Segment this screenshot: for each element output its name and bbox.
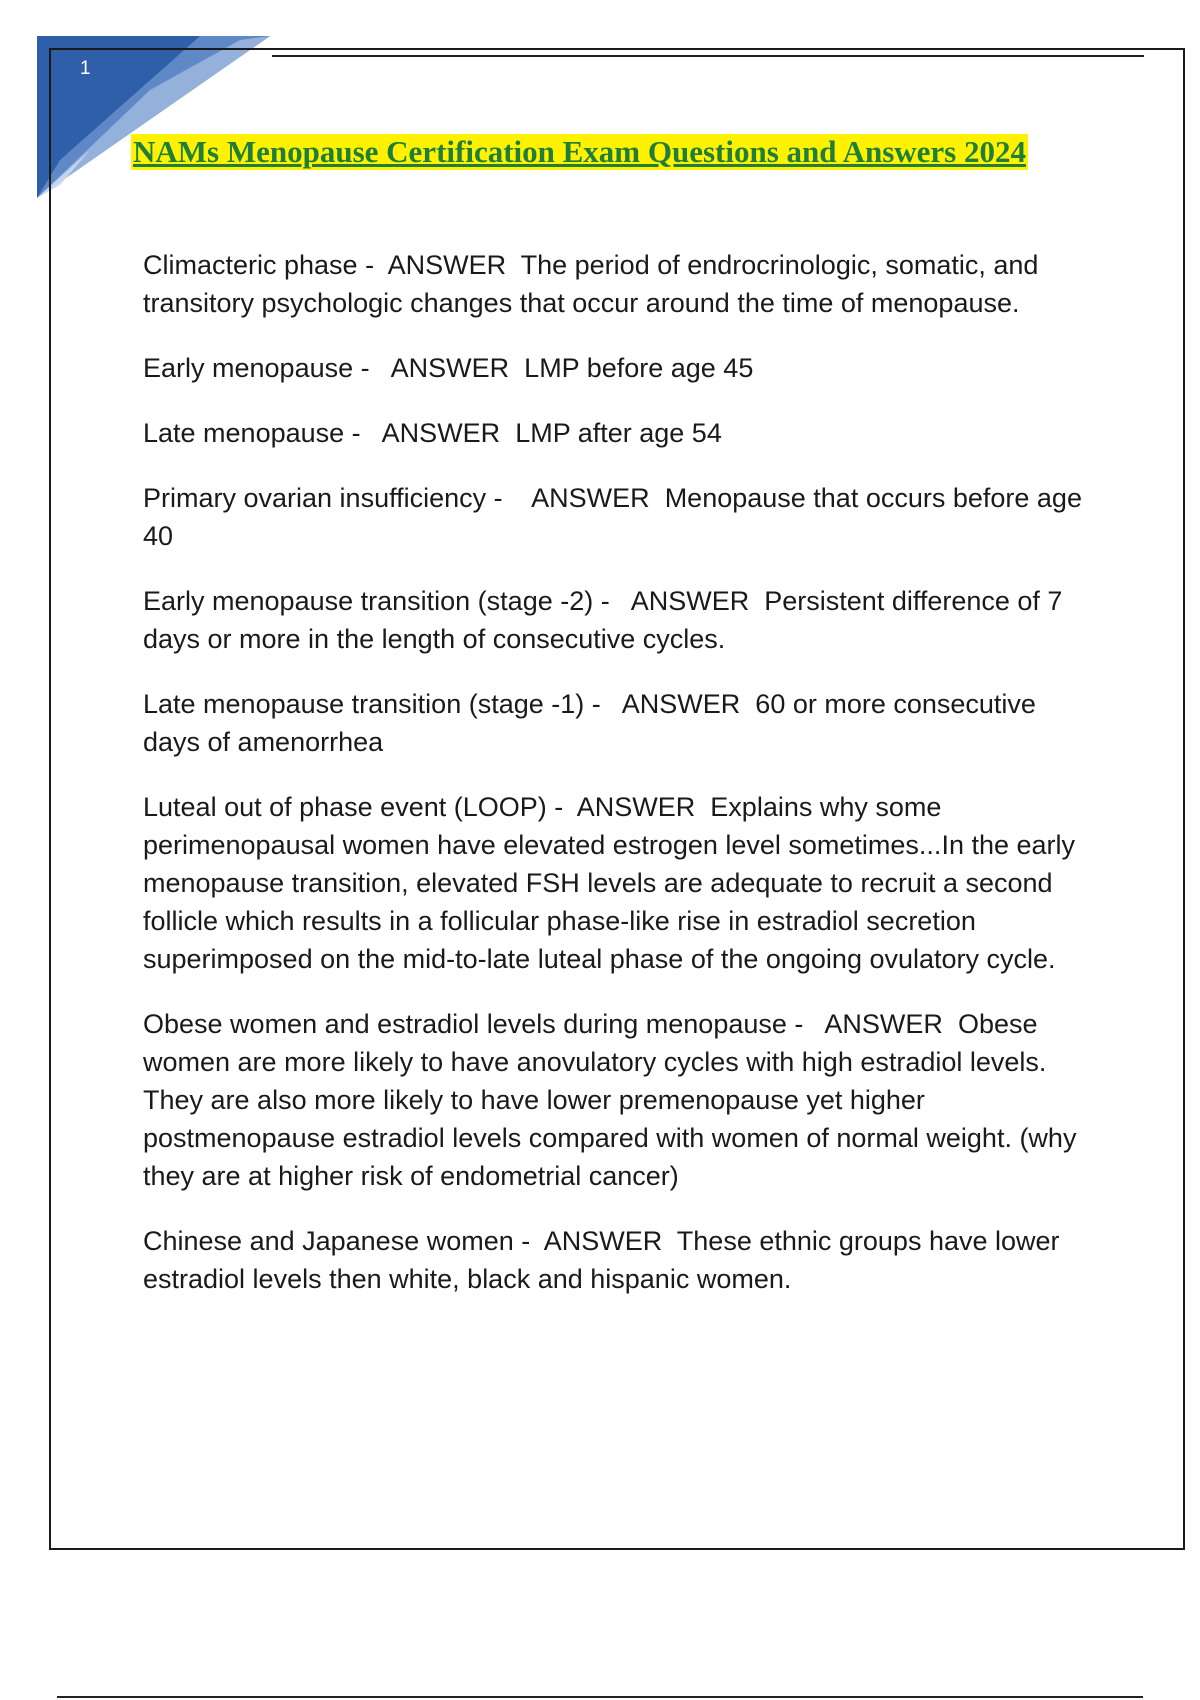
qa-item	[143, 246, 1083, 322]
qa-answer: LMP after age 54	[515, 418, 722, 448]
qa-answer: These ethnic groups have lower estradiol levels then white, black and hispanic women.	[143, 1226, 1060, 1294]
qa-answer: Obese women are more likely to have anovulatory cycles with high estradiol levels. They are also more likely to have lower premenopause yet higher postmenopause estradiol levels compared with women of normal weight. (why they are at higher risk of endometrial cancer)	[143, 1009, 1077, 1191]
qa-term: Early menopause -	[143, 353, 370, 383]
qa-item	[143, 349, 1083, 387]
page-number: 1	[80, 58, 91, 79]
qa-item	[143, 685, 1083, 761]
qa-answer: LMP before age 45	[524, 353, 754, 383]
qa-term: Primary ovarian insufficiency -	[143, 483, 503, 513]
qa-answer: The period of endrocrinologic, somatic, and transitory psychologic changes that occur around the time of menopause.	[143, 250, 1039, 318]
answer-label: ANSWER	[621, 689, 741, 719]
answer-label: ANSWER	[387, 250, 507, 280]
qa-item	[143, 1222, 1083, 1298]
qa-item	[143, 582, 1083, 658]
qa-term: Early menopause transition (stage -2) -	[143, 586, 610, 616]
answer-label: ANSWER	[531, 483, 650, 513]
qa-answer: Persistent difference of 7 days or more in the length of consecutive cycles.	[143, 586, 1063, 654]
qa-item	[143, 1005, 1083, 1195]
qa-term: Late menopause -	[143, 418, 361, 448]
answer-label: ANSWER	[381, 418, 501, 448]
qa-list	[143, 246, 1083, 1316]
qa-item	[143, 414, 1083, 452]
answer-label: ANSWER	[824, 1009, 943, 1039]
qa-term: Obese women and estradiol levels during menopause -	[143, 1009, 804, 1039]
qa-answer: Explains why some perimenopausal women have elevated estrogen level sometimes...In the early menopause transition, elevated FSH levels are adequate to recruit a second follicle which results in a follicular phase-like rise in estradiol secretion superimposed on the mid-to-late luteal phase of the ongoing ovulatory cycle.	[143, 792, 1076, 974]
qa-term: Climacteric phase -	[143, 250, 375, 280]
qa-answer: Menopause that occurs before age 40	[143, 483, 1082, 551]
qa-answer: 60 or more consecutive days of amenorrhea	[143, 689, 1036, 757]
footer-rule	[57, 1696, 1143, 1698]
document-title: NAMs Menopause Certification Exam Questions and Answers 2024	[133, 134, 1026, 169]
qa-term: Luteal out of phase event (LOOP) -	[143, 792, 564, 822]
answer-label: ANSWER	[576, 792, 696, 822]
qa-term: Late menopause transition (stage -1) -	[143, 689, 601, 719]
answer-label: ANSWER	[630, 586, 750, 616]
qa-term: Chinese and Japanese women -	[143, 1226, 531, 1256]
answer-label: ANSWER	[390, 353, 510, 383]
qa-item	[143, 479, 1083, 555]
answer-label: ANSWER	[543, 1226, 663, 1256]
qa-item	[143, 788, 1083, 978]
